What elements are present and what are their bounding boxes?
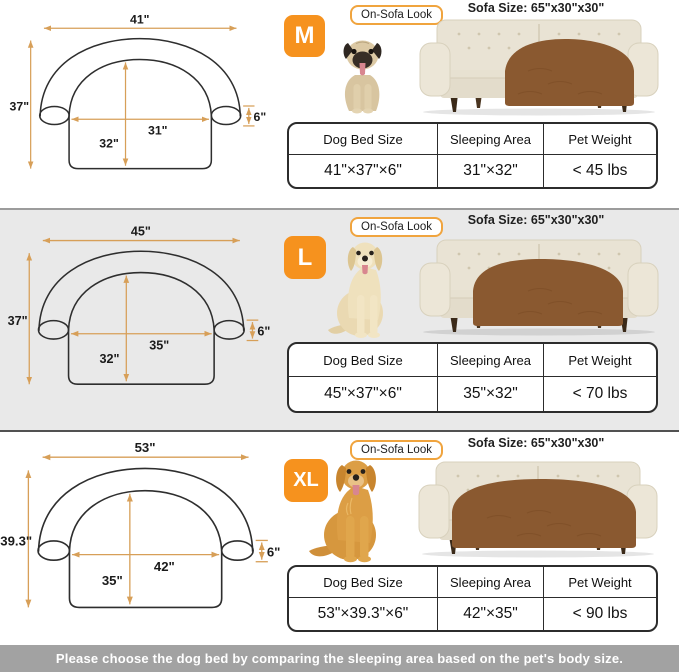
sofa-size-text: Sofa Size: 65"x30"x30" xyxy=(467,436,605,450)
dim-label-bolster: 6" xyxy=(257,324,271,339)
dim-label-sleep-height: 32" xyxy=(99,351,120,366)
bed-dimension-diagram xyxy=(6,12,267,187)
dim-label-height: 37" xyxy=(7,313,28,328)
table-value-dog-bed-size: 45"×37"×6" xyxy=(289,376,437,411)
dim-label-height: 39.3" xyxy=(0,533,33,549)
table-value-sleeping-area: 42"×35" xyxy=(437,597,543,630)
bed-dimension-diagram xyxy=(4,224,271,403)
bed-outline xyxy=(38,251,244,384)
dim-label-sleep-height: 32" xyxy=(99,136,119,151)
dim-label-sleep-width: 42" xyxy=(153,558,175,574)
size-badge-xl: XL xyxy=(284,459,328,502)
footer-note: Please choose the dog bed by comparing the sleeping area based on the pet's body size. xyxy=(0,645,679,672)
dim-label-width: 45" xyxy=(130,224,151,239)
pug-dog-illustration xyxy=(332,34,393,114)
table-header-dog-bed-size: Dog Bed Size xyxy=(323,131,403,147)
dim-label-sleep-height: 35" xyxy=(101,573,123,589)
size-spec-table xyxy=(287,565,658,632)
size-spec-table xyxy=(287,122,658,189)
dimension-arrows xyxy=(29,241,258,385)
dimension-arrows xyxy=(31,28,255,168)
bed-outline xyxy=(40,39,241,169)
on-sofa-look-badge: On-Sofa Look xyxy=(350,217,443,237)
on-sofa-look-badge: On-Sofa Look xyxy=(350,5,443,25)
sofa-size-text: Sofa Size: 65"x30"x30" xyxy=(467,1,605,15)
table-header-sleeping-area: Sleeping Area xyxy=(437,567,543,597)
dim-label-sleep-width: 35" xyxy=(149,338,170,353)
sofa-illustration xyxy=(412,458,664,558)
size-spec-table xyxy=(287,342,658,413)
on-sofa-look-badge: On-Sofa Look xyxy=(350,440,443,460)
table-value-sleeping-area: 35"×32" xyxy=(437,376,543,411)
dim-label-width: 41" xyxy=(129,12,150,27)
section-size-m xyxy=(0,0,679,208)
table-header-sleeping-area: Sleeping Area xyxy=(437,344,543,376)
table-header-dog-bed-size: Dog Bed Size xyxy=(323,574,403,590)
table-header-sleeping-area: Sleeping Area xyxy=(437,124,543,154)
size-badge-m: M xyxy=(284,15,325,57)
table-value-pet-weight: < 70 lbs xyxy=(543,376,656,411)
table-value-dog-bed-size: 53"×39.3"×6" xyxy=(289,597,437,630)
dim-label-height: 37" xyxy=(9,99,30,114)
golden-retriever-dog-illustration xyxy=(308,458,398,563)
dimension-arrows xyxy=(28,457,267,607)
table-value-sleeping-area: 31"×32" xyxy=(437,154,543,187)
table-header-pet-weight: Pet Weight xyxy=(543,567,656,597)
sofa-illustration xyxy=(413,16,665,116)
table-header-pet-weight: Pet Weight xyxy=(543,124,656,154)
dim-label-bolster: 6" xyxy=(253,110,267,125)
sofa-size-text: Sofa Size: 65"x30"x30" xyxy=(467,213,605,227)
table-header-pet-weight: Pet Weight xyxy=(543,344,656,376)
bed-outline xyxy=(38,468,253,607)
bed-dimension-diagram xyxy=(0,440,281,627)
table-value-pet-weight: < 90 lbs xyxy=(543,597,656,630)
dog-bed-cover xyxy=(473,259,623,326)
sofa-illustration xyxy=(413,236,665,336)
labrador-dog-illustration xyxy=(327,240,400,339)
table-value-dog-bed-size: 41"×37"×6" xyxy=(289,154,437,187)
section-size-l xyxy=(0,210,679,430)
table-header-dog-bed-size: Dog Bed Size xyxy=(323,352,403,368)
dim-label-width: 53" xyxy=(134,440,156,456)
table-value-pet-weight: < 45 lbs xyxy=(543,154,656,187)
dog-bed-cover xyxy=(505,39,634,106)
dog-bed-cover xyxy=(452,479,636,548)
section-size-xl xyxy=(0,432,679,645)
size-badge-l: L xyxy=(284,236,326,279)
dim-label-sleep-width: 31" xyxy=(147,123,168,138)
dim-label-bolster: 6" xyxy=(266,544,281,560)
